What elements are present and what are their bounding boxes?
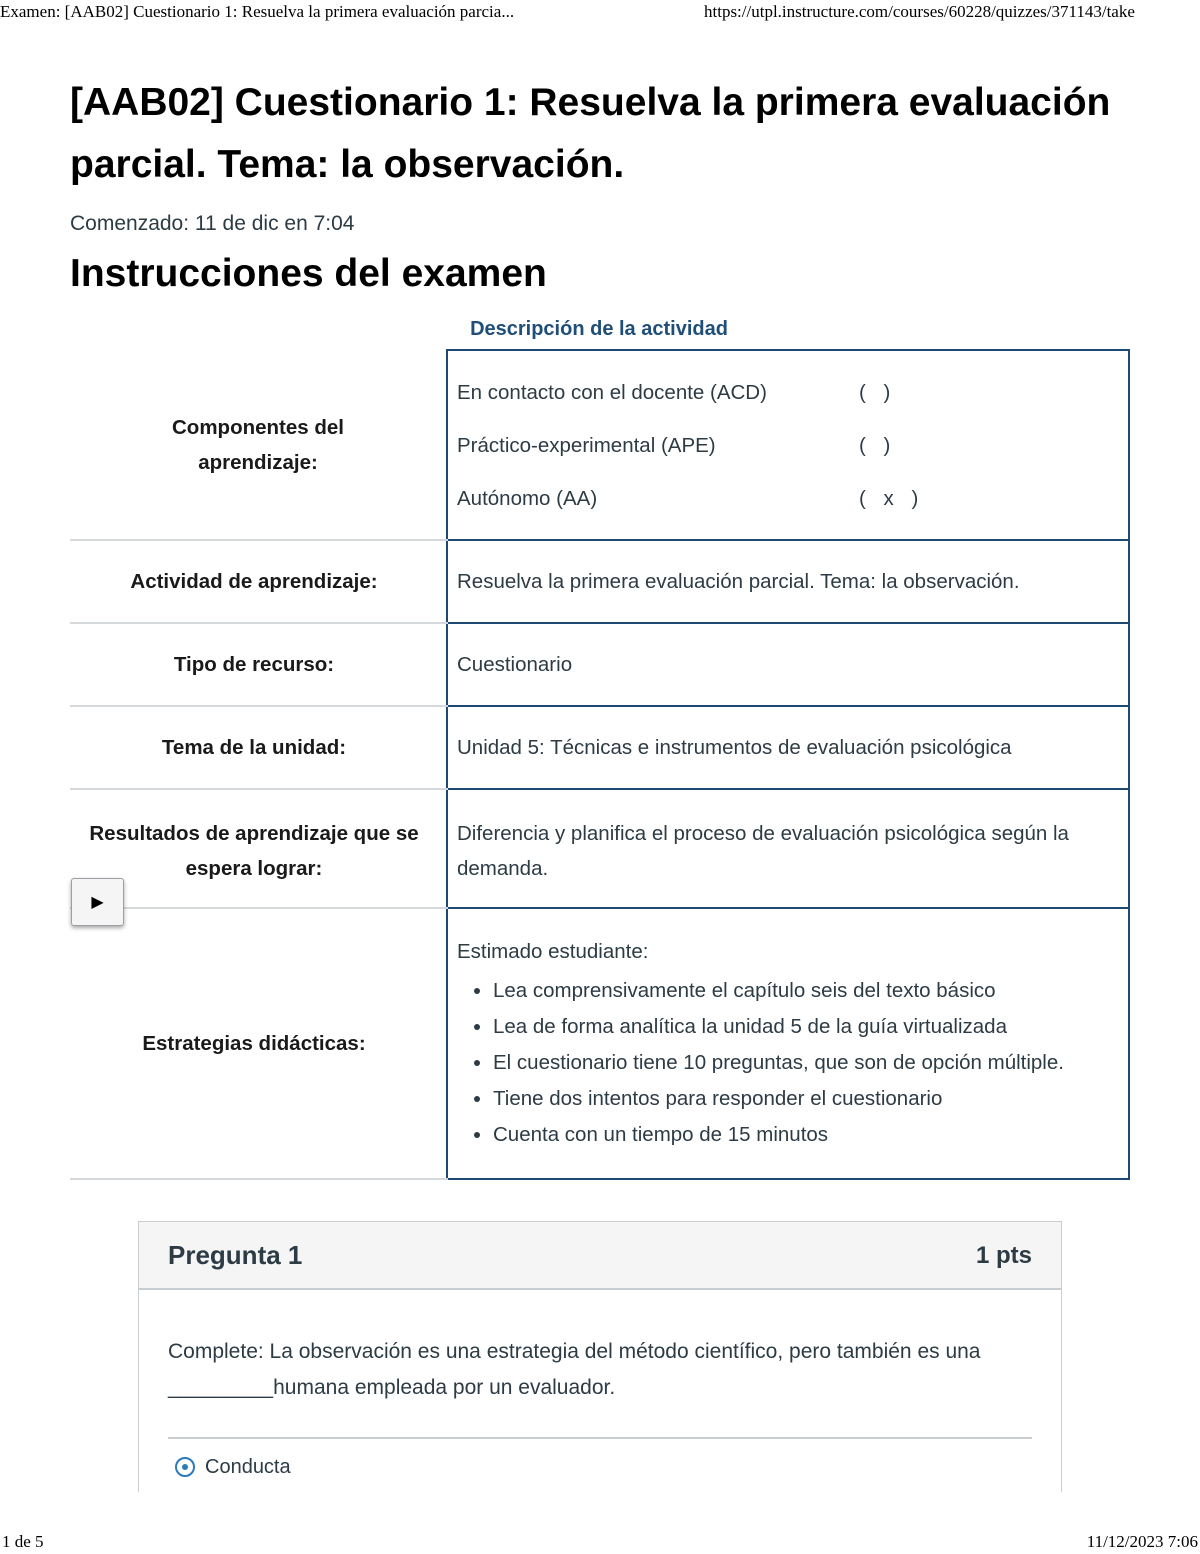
list-item: • Cuenta con un tiempo de 15 minutos	[493, 1117, 1118, 1153]
unit-value: Unidad 5: Técnicas e instrumentos de evaluación psicológica	[447, 706, 1129, 789]
strategies-list	[457, 973, 1118, 1153]
table-row-strategies	[70, 908, 1129, 1179]
table-row-outcomes	[70, 789, 1129, 908]
table-caption: Descripción de la actividad	[470, 318, 728, 340]
page-number: 1 de 5	[2, 1532, 44, 1551]
print-header	[0, 2, 1200, 24]
answer-label: Conducta	[205, 1455, 291, 1478]
activity-value: Resuelva la primera evaluación parcial. Tema: la observación.	[447, 540, 1129, 623]
outcomes-value: Diferencia y planifica el proceso de evaluación psicológica según la demanda.	[447, 789, 1129, 908]
print-datetime: 11/12/2023 7:06	[1086, 1532, 1198, 1551]
list-item: • El cuestionario tiene 10 preguntas, que son de opción múltiple.	[493, 1045, 1118, 1081]
list-item: • Tiene dos intentos para responder el cuestionario	[493, 1081, 1118, 1117]
print-footer	[0, 1532, 1200, 1554]
instructions-heading: Instrucciones del examen	[70, 252, 547, 295]
answer-option[interactable]	[175, 1452, 291, 1482]
question-text: Complete: La observación es una estrategia del método científico, pero también es una _________humana empleada por un evaluador.	[168, 1340, 981, 1399]
table-row-resource	[70, 623, 1129, 706]
print-header-title: Examen: [AAB02] Cuestionario 1: Resuelva la primera evaluación parcia...	[0, 2, 515, 21]
play-icon: ▶	[91, 894, 104, 911]
question-card	[138, 1221, 1062, 1492]
component-mark: ( x )	[859, 486, 925, 510]
resource-value: Cuestionario	[447, 623, 1129, 706]
table-row-unit	[70, 706, 1129, 789]
component-mark: ( )	[859, 380, 897, 404]
table-row-components	[70, 350, 1129, 540]
component-item	[457, 472, 1118, 525]
play-button[interactable]	[71, 878, 124, 926]
table-row-activity	[70, 540, 1129, 623]
component-name: En contacto con el docente (ACD)	[457, 380, 767, 404]
unit-label: Tema de la unidad:	[70, 706, 447, 789]
components-value	[447, 350, 1129, 540]
outcomes-label: Resultados de aprendizaje que se espera lograr:	[70, 789, 447, 908]
activity-description-table	[70, 349, 1130, 1180]
strategies-value	[447, 908, 1129, 1179]
question-points: 1 pts	[975, 1242, 1032, 1269]
list-item: • Lea comprensivamente el capítulo seis del texto básico	[493, 973, 1118, 1009]
radio-selected-icon[interactable]	[175, 1457, 195, 1477]
strategies-greeting: Estimado estudiante:	[457, 940, 649, 963]
component-item	[457, 366, 1118, 419]
component-name: Práctico-experimental (APE)	[457, 433, 716, 457]
started-timestamp: Comenzado: 11 de dic en 7:04	[70, 212, 355, 235]
component-item	[457, 419, 1118, 472]
list-item: • Lea de forma analítica la unidad 5 de la guía virtualizada	[493, 1009, 1118, 1045]
question-header	[139, 1222, 1061, 1290]
page-title: [AAB02] Cuestionario 1: Resuelva la primera evaluación parcial. Tema: la observación.	[70, 81, 1111, 186]
component-name: Autónomo (AA)	[457, 486, 598, 510]
components-label: Componentes del aprendizaje:	[70, 350, 447, 540]
resource-label: Tipo de recurso:	[70, 623, 447, 706]
print-header-url: https://utpl.instructure.com/courses/60228/quizzes/371143/take	[704, 2, 1135, 21]
component-mark: ( )	[859, 433, 897, 457]
question-title: Pregunta 1	[168, 1240, 303, 1270]
strategies-label: Estrategias didácticas:	[70, 908, 447, 1179]
activity-label: Actividad de aprendizaje:	[70, 540, 447, 623]
divider	[168, 1437, 1032, 1439]
